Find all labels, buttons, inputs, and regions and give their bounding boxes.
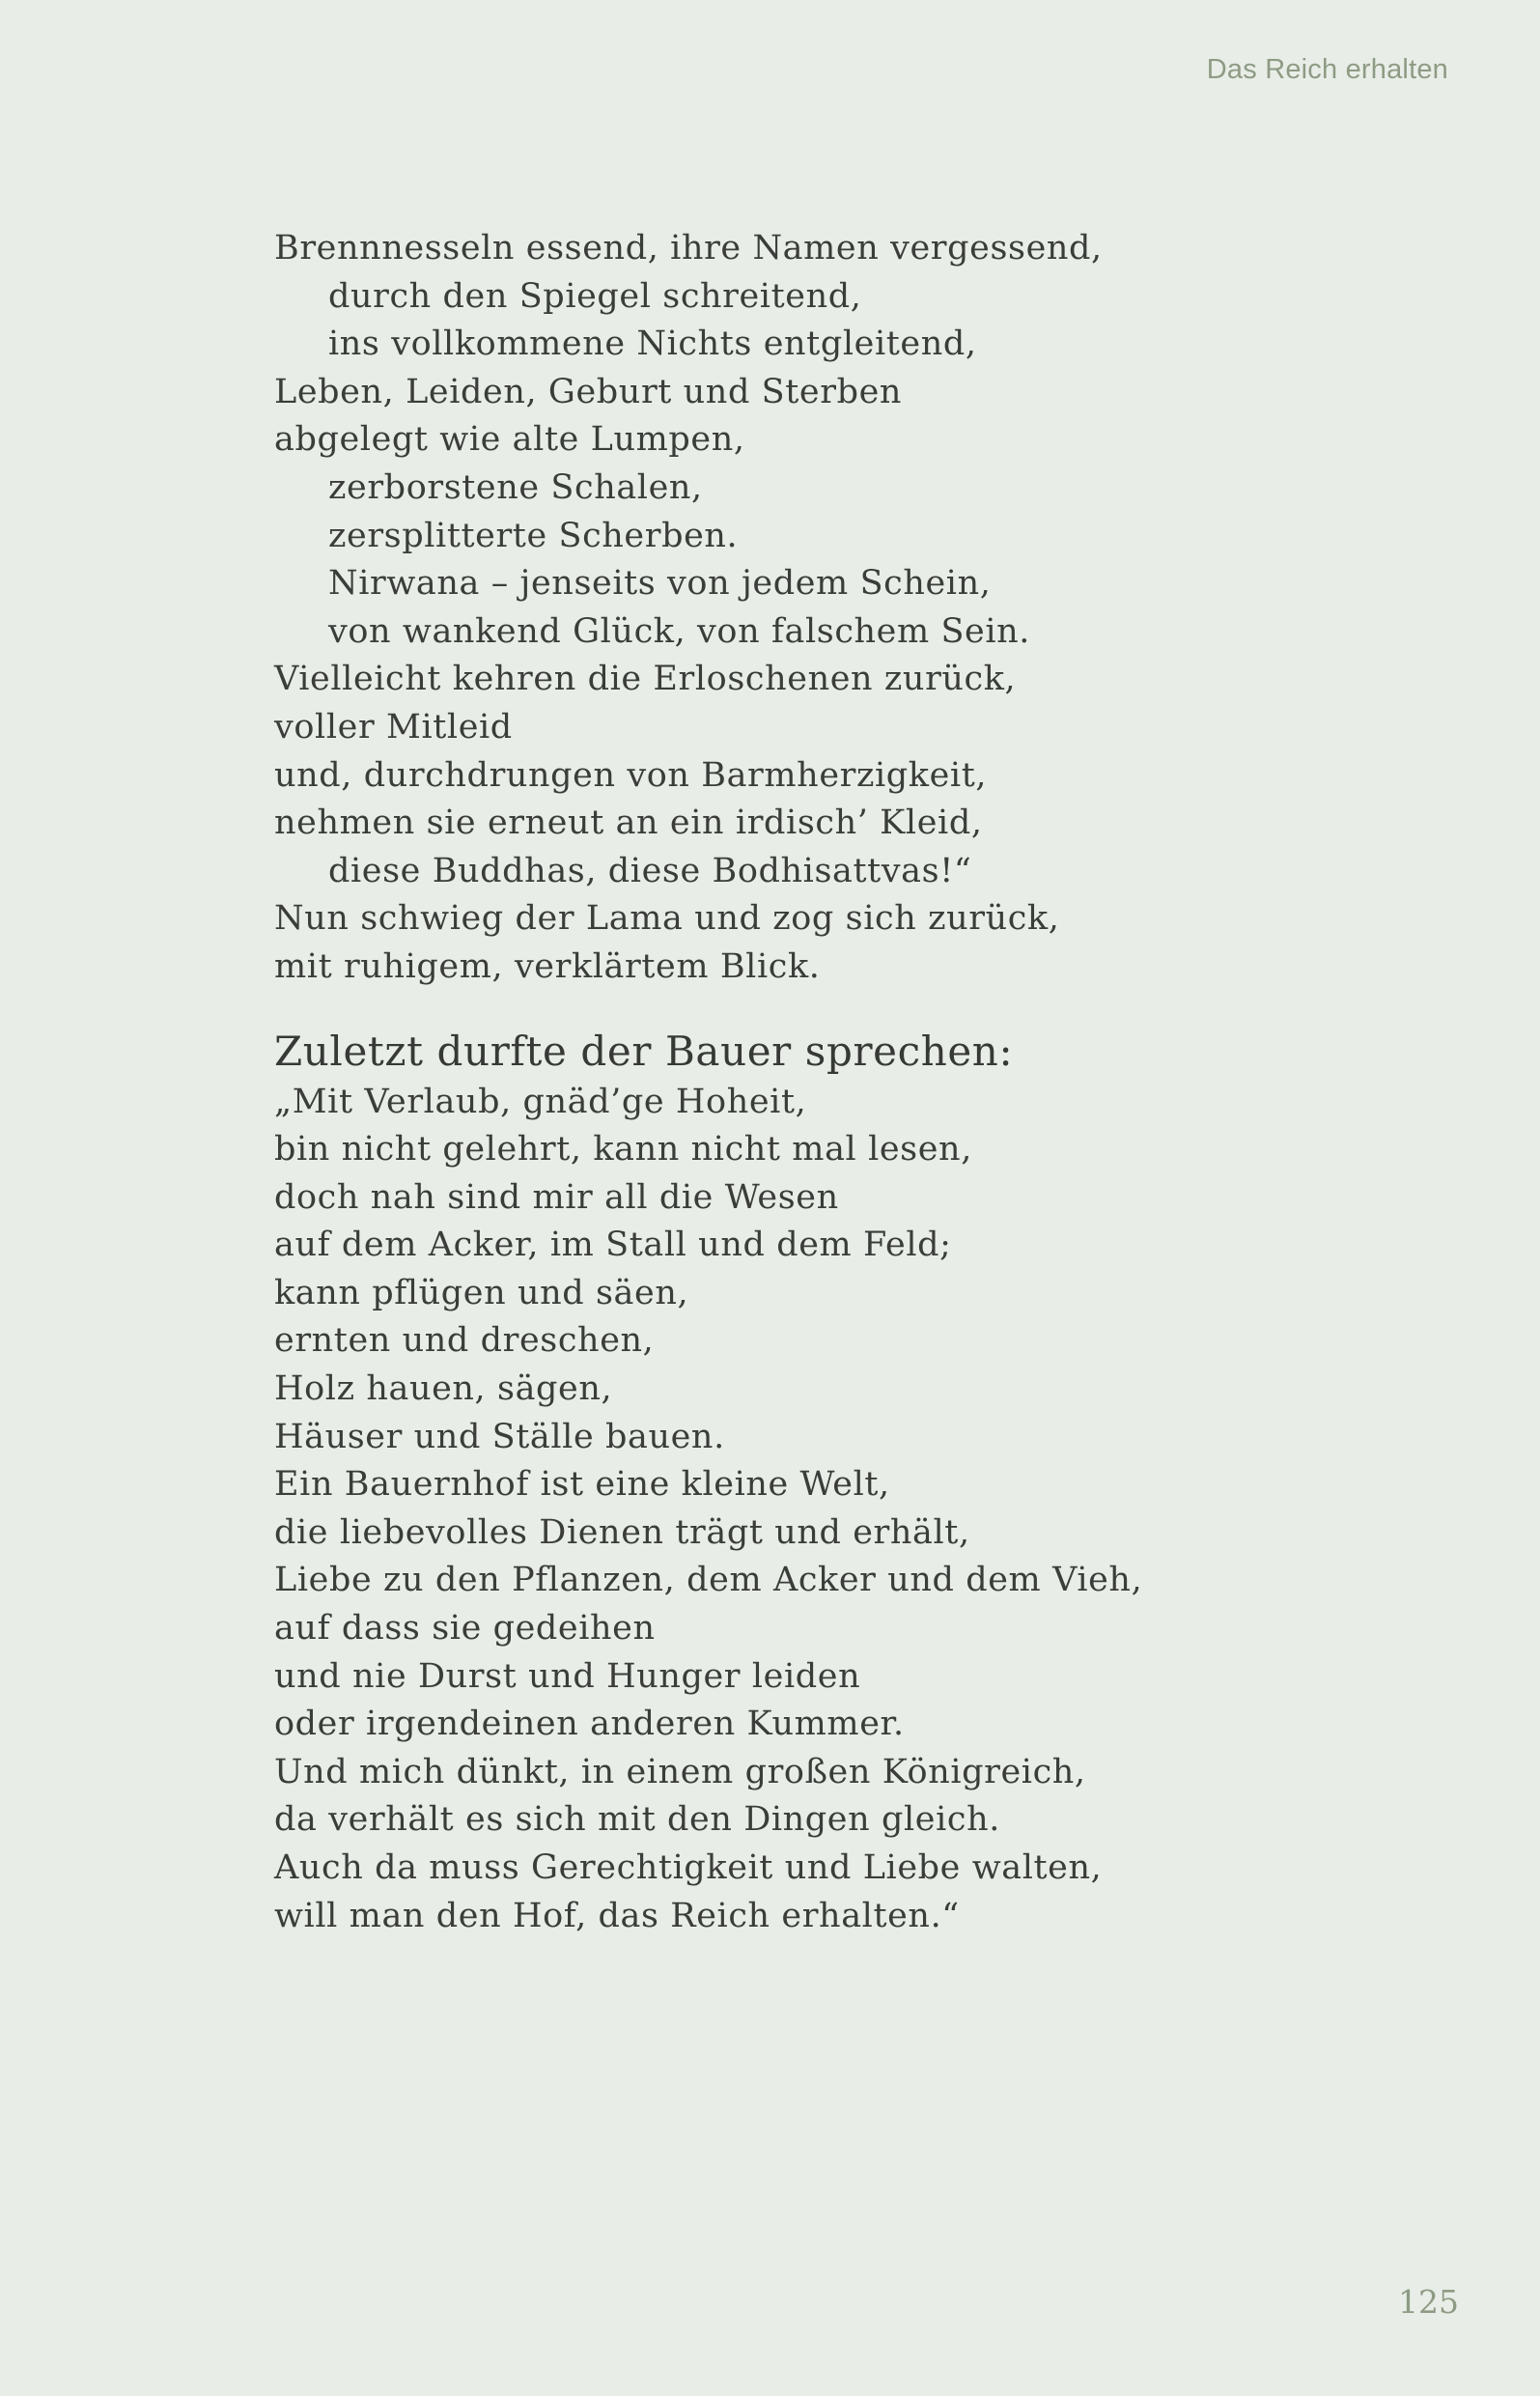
poem-line: zersplitterte Scherben. xyxy=(328,516,739,555)
poem-line: will man den Hof, das Reich erhalten.“ xyxy=(274,1896,960,1935)
poem-line: Holz hauen, sägen, xyxy=(274,1369,613,1409)
poem-line: mit ruhigem, verklärtem Blick. xyxy=(274,946,821,986)
poem-line: die liebevolles Dienen trägt und erhält, xyxy=(274,1512,970,1552)
poem-line: auf dass sie gedeihen xyxy=(274,1609,656,1649)
poem-line: diese Buddhas, diese Bodhisattvas!“ xyxy=(328,851,972,890)
poem-line: voller Mitleid xyxy=(274,707,513,747)
poem-line: Häuser und Ställe bauen. xyxy=(274,1417,725,1456)
poem-line: doch nah sind mir all die Wesen xyxy=(274,1177,839,1217)
poem-line: von wankend Glück, von falschem Sein. xyxy=(328,611,1031,651)
poem-line: Brennnesseln essend, ihre Namen vergessend, xyxy=(274,229,1103,268)
poem-line: Nirwana – jenseits von jedem Schein, xyxy=(328,564,992,604)
poem-line: auf dem Acker, im Stall und dem Feld; xyxy=(274,1226,952,1265)
poem-line: Liebe zu den Pflanzen, dem Acker und dem Vieh, xyxy=(274,1561,1143,1600)
poem-line: und, durchdrungen von Barmherzigkeit, xyxy=(274,755,988,795)
stanza-heading: Zuletzt durfte der Bauer sprechen: xyxy=(274,1027,1014,1075)
poem-line: durch den Spiegel schreitend, xyxy=(328,276,862,316)
poem-line: Und mich dünkt, in einem großen Königreich, xyxy=(274,1752,1086,1791)
poem-line: und nie Durst und Hunger leiden xyxy=(274,1656,861,1696)
poem-line: Vielleicht kehren die Erloschenen zurück, xyxy=(274,660,1017,699)
poem-line: kann pflügen und säen, xyxy=(274,1273,689,1312)
poem-line: zerborstene Schalen, xyxy=(328,467,703,507)
poem xyxy=(274,225,1433,1940)
poem-line: ernten und dreschen, xyxy=(274,1321,655,1361)
poem-line: Auch da muss Gerechtigkeit und Liebe walten, xyxy=(274,1848,1103,1887)
page-number: 125 xyxy=(1398,2283,1459,2321)
stanza-bauer xyxy=(274,1025,1433,1941)
poem-line: oder irgendeinen anderen Kummer. xyxy=(274,1705,905,1744)
stanza-lama xyxy=(274,225,1433,992)
poem-line: ins vollkommene Nichts entgleitend, xyxy=(328,324,977,364)
poem-line: da verhält es sich mit den Dingen gleich. xyxy=(274,1800,1000,1840)
poem-line: nehmen sie erneut an ein irdisch’ Kleid, xyxy=(274,803,983,843)
running-header: Das Reich erhalten xyxy=(1206,54,1448,85)
poem-line: Leben, Leiden, Geburt und Sterben xyxy=(274,372,903,411)
poem-line: „Mit Verlaub, gnäd’ge Hoheit, xyxy=(274,1082,807,1121)
poem-line: Ein Bauernhof ist eine kleine Welt, xyxy=(274,1465,890,1505)
poem-line: bin nicht gelehrt, kann nicht mal lesen, xyxy=(274,1130,972,1170)
poem-line: Nun schwieg der Lama und zog sich zurück, xyxy=(274,899,1060,939)
poem-line: abgelegt wie alte Lumpen, xyxy=(274,420,745,460)
